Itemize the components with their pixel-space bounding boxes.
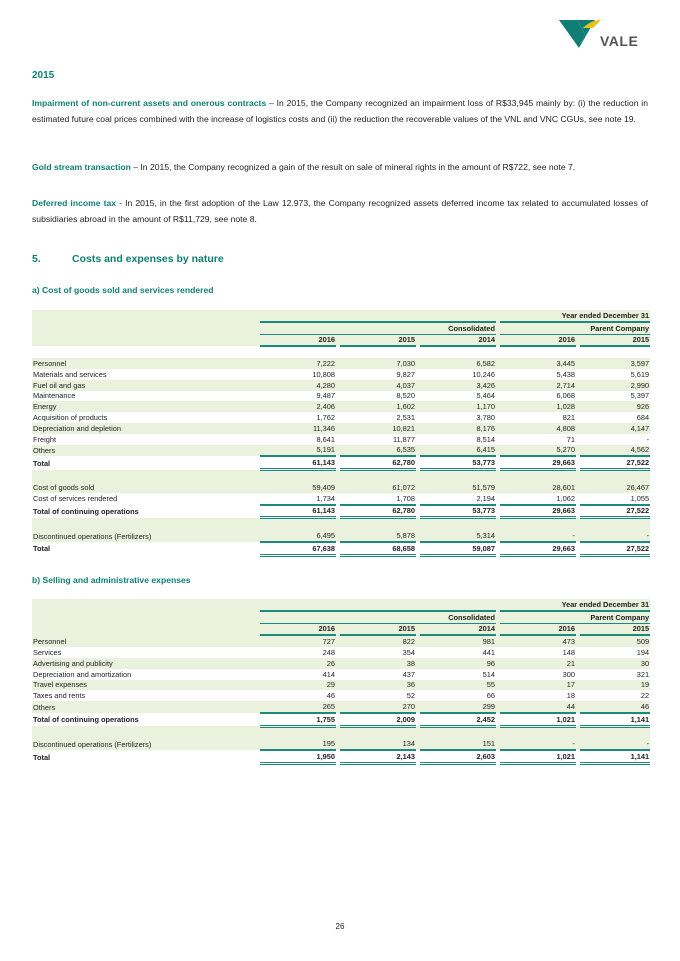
table-row: [32, 380, 650, 391]
table-row: [32, 713, 650, 726]
value-cell: 6,068: [556, 391, 575, 401]
value-cell: 30: [580, 658, 650, 669]
value-cell: 821: [562, 413, 575, 423]
row-label: Total: [33, 752, 51, 762]
spacer-row: [32, 518, 650, 530]
section-title: Costs and expenses by nature: [72, 253, 224, 265]
value-cell: 2,406: [260, 401, 336, 412]
value-cell: 38: [340, 658, 416, 669]
value-cell: 59,409: [260, 482, 336, 493]
row-label: Cost of goods sold: [32, 482, 260, 493]
value-cell: 148: [562, 648, 575, 658]
value-cell: 11,346: [260, 423, 336, 434]
value-cell: 27,522: [580, 505, 650, 518]
table-row: [32, 445, 650, 457]
year-header: 2016: [500, 334, 576, 346]
value-cell: 46: [326, 691, 335, 701]
row-label: Advertising and publicity: [32, 658, 260, 669]
row-label: Others: [32, 445, 260, 457]
row-label: Total of continuing operations: [33, 715, 139, 725]
spacer-row: [32, 726, 650, 738]
value-cell: 822: [340, 635, 416, 647]
table-row: [32, 412, 650, 423]
table-row: [32, 493, 650, 505]
value-cell: -: [580, 530, 650, 542]
row-label: Freight: [33, 434, 57, 444]
paragraph-gold-stream: [32, 160, 648, 176]
value-cell: 1,762: [316, 413, 335, 423]
value-cell: 21: [500, 658, 576, 669]
value-cell: 61,072: [340, 482, 416, 493]
row-label: Maintenance: [33, 391, 76, 401]
year-header: 2016: [260, 623, 336, 635]
value-cell: 10,246: [472, 369, 495, 379]
value-cell: 2,714: [500, 380, 576, 391]
value-cell: 4,280: [260, 380, 336, 391]
table-row: [32, 542, 650, 555]
value-cell: -: [580, 739, 650, 751]
value-cell: 29,663: [500, 542, 576, 555]
table-row: [32, 647, 650, 658]
value-cell: 29: [260, 680, 336, 691]
table-row: [32, 391, 650, 402]
value-cell: 3,445: [500, 358, 576, 369]
value-cell: 321: [636, 669, 650, 679]
row-label: Depreciation and depletion: [32, 423, 260, 434]
value-cell: 67,638: [260, 542, 336, 555]
period-row: [32, 599, 650, 611]
page-number: 26: [335, 922, 345, 931]
value-cell: 299: [420, 701, 496, 713]
value-cell: 2,194: [420, 493, 496, 505]
value-cell: 5,878: [340, 530, 416, 542]
table-row: [32, 750, 650, 763]
blank: [32, 726, 650, 738]
row-label: Depreciation and amortization: [33, 669, 132, 679]
value-cell: 5,270: [500, 445, 576, 457]
selling-admin-table: [32, 599, 650, 765]
value-cell: 2,531: [396, 413, 415, 423]
row-label: Acquisition of products: [33, 413, 108, 423]
value-cell: 1,141: [580, 713, 650, 726]
row-label: Fuel oil and gas: [32, 380, 260, 391]
value-cell: 44: [500, 701, 576, 713]
group-parent-company: Parent Company: [500, 611, 650, 623]
separator: -: [116, 198, 126, 208]
value-cell: 8,641: [316, 434, 335, 444]
blank: [32, 322, 260, 334]
value-cell: 3,426: [420, 380, 496, 391]
separator: –: [130, 162, 141, 172]
value-cell: 3,780: [476, 413, 495, 423]
blank: [32, 599, 260, 611]
value-cell: 7,030: [340, 358, 416, 369]
paragraph-title: Impairment of non-current assets and onerous contracts: [32, 98, 267, 108]
table-b-subtitle: b) Selling and administrative expenses: [32, 575, 191, 585]
blank: [32, 310, 260, 322]
value-cell: 46: [580, 701, 650, 713]
value-cell: 473: [500, 635, 576, 647]
value-cell: 7,222: [260, 358, 336, 369]
value-cell: 11,877: [392, 434, 415, 444]
year-header: 2014: [420, 334, 496, 346]
year-row: [32, 334, 650, 346]
row-label: Total of continuing operations: [33, 506, 139, 516]
group-consolidated: Consolidated: [260, 611, 496, 623]
value-cell: 61,143: [260, 505, 336, 518]
period-label: Year ended December 31: [260, 310, 650, 322]
group-row: [32, 322, 650, 334]
row-label: Discontinued operations (Fertilizers): [32, 739, 260, 751]
blank: [32, 470, 650, 482]
value-cell: 1,021: [500, 713, 576, 726]
value-cell: 2,143: [340, 750, 416, 763]
spacer-row: [32, 346, 650, 358]
group-row: [32, 611, 650, 623]
group-parent-company: Parent Company: [500, 322, 650, 334]
paragraph-title: Gold stream transaction: [32, 162, 131, 172]
value-cell: 134: [340, 739, 416, 751]
paragraph-impairment: [32, 96, 648, 127]
year-header: 2016: [260, 334, 336, 346]
blank: [32, 623, 260, 635]
value-cell: 248: [322, 648, 335, 658]
value-cell: 5,464: [476, 391, 495, 401]
table-row: [32, 358, 650, 369]
value-cell: 2,990: [580, 380, 650, 391]
value-cell: 9,827: [396, 369, 415, 379]
value-cell: 514: [482, 669, 495, 679]
table-a-subtitle: a) Cost of goods sold and services rendered: [32, 285, 214, 295]
value-cell: 354: [402, 648, 415, 658]
paragraph-text: In 2015, the Company recognized a gain of the result on sale of mineral rights in the amount of R$722, see note 7.: [140, 162, 576, 172]
value-cell: 6,582: [420, 358, 496, 369]
value-cell: 926: [580, 401, 650, 412]
value-cell: 4,562: [580, 445, 650, 457]
value-cell: 29,663: [500, 456, 576, 469]
value-cell: 5,619: [630, 369, 650, 379]
year-header: 2014: [420, 623, 496, 635]
year-header: 2015: [580, 334, 650, 346]
value-cell: 195: [260, 739, 336, 751]
value-cell: 28,601: [500, 482, 576, 493]
value-cell: -: [646, 434, 650, 444]
value-cell: 8,176: [420, 423, 496, 434]
value-cell: 62,780: [340, 456, 416, 469]
logo-text: VALE: [600, 33, 639, 49]
table-row: [32, 401, 650, 412]
value-cell: 4,037: [340, 380, 416, 391]
table-row: [32, 739, 650, 751]
value-cell: 194: [636, 648, 650, 658]
value-cell: 17: [500, 680, 576, 691]
period-label: Year ended December 31: [260, 599, 650, 611]
year-header: 2015: [340, 623, 416, 635]
table-row: [32, 456, 650, 469]
spacer-row: [32, 470, 650, 482]
value-cell: 981: [420, 635, 496, 647]
table-row: [32, 635, 650, 647]
value-cell: 684: [636, 413, 650, 423]
value-cell: 71: [566, 434, 575, 444]
value-cell: 36: [340, 680, 416, 691]
value-cell: 9,487: [316, 391, 335, 401]
row-label: Total: [33, 544, 51, 554]
period-row: [32, 310, 650, 322]
value-cell: 2,009: [340, 713, 416, 726]
value-cell: 26,467: [580, 482, 650, 493]
value-cell: 151: [420, 739, 496, 751]
value-cell: 270: [340, 701, 416, 713]
value-cell: 3,597: [580, 358, 650, 369]
blank: [32, 611, 260, 623]
table-row: [32, 669, 650, 680]
value-cell: 4,147: [580, 423, 650, 434]
group-consolidated: Consolidated: [260, 322, 496, 334]
year-heading: 2015: [32, 70, 55, 81]
year-header: 2015: [340, 334, 416, 346]
year-header: 2015: [580, 623, 650, 635]
value-cell: 5,438: [556, 369, 575, 379]
value-cell: 59,087: [420, 542, 496, 555]
value-cell: 53,773: [420, 456, 496, 469]
value-cell: -: [500, 530, 576, 542]
value-cell: 55: [420, 680, 496, 691]
table-row: [32, 680, 650, 691]
value-cell: 6,495: [260, 530, 336, 542]
table-row: [32, 369, 650, 380]
value-cell: 1,734: [260, 493, 336, 505]
value-cell: 1,141: [580, 750, 650, 763]
row-label: Energy: [32, 401, 260, 412]
value-cell: 27,522: [580, 456, 650, 469]
value-cell: 27,522: [580, 542, 650, 555]
value-cell: 2,603: [420, 750, 496, 763]
table-row: [32, 690, 650, 701]
paragraph-title: Deferred income tax: [32, 198, 117, 208]
paragraph-deferred-tax: [32, 196, 648, 227]
value-cell: 26: [260, 658, 336, 669]
value-cell: 5,397: [630, 391, 650, 401]
paragraph-text: In 2015, in the first adoption of the Law 12.973, the Company recognized assets deferred income tax related to accumulated losses of subsidiaries abroad in the amount of R$11,729, see note 8.: [32, 198, 648, 224]
table-row: [32, 434, 650, 445]
row-label: Materials and services: [33, 369, 107, 379]
value-cell: 1,062: [500, 493, 576, 505]
cost-of-goods-table: [32, 310, 650, 557]
blank: [32, 334, 260, 346]
separator: –: [266, 98, 277, 108]
blank: [32, 518, 650, 530]
value-cell: 1,028: [500, 401, 576, 412]
row-label: Cost of services rendered: [33, 494, 118, 504]
value-cell: 509: [580, 635, 650, 647]
value-cell: 68,658: [340, 542, 416, 555]
value-cell: 61,143: [260, 456, 336, 469]
value-cell: 441: [482, 648, 495, 658]
section-number: 5.: [32, 253, 41, 265]
value-cell: 8,514: [476, 434, 495, 444]
table-row: [32, 505, 650, 518]
value-cell: 5,314: [420, 530, 496, 542]
row-label: Discontinued operations (Fertilizers): [32, 530, 260, 542]
table-row: [32, 658, 650, 669]
value-cell: 1,602: [340, 401, 416, 412]
value-cell: -: [500, 739, 576, 751]
value-cell: 52: [406, 691, 415, 701]
value-cell: 727: [260, 635, 336, 647]
value-cell: 10,821: [340, 423, 416, 434]
value-cell: 1,055: [580, 493, 650, 505]
table-row: [32, 530, 650, 542]
row-label: Personnel: [32, 635, 260, 647]
value-cell: 1,755: [260, 713, 336, 726]
blank: [32, 346, 650, 358]
value-cell: 6,415: [420, 445, 496, 457]
value-cell: 1,021: [500, 750, 576, 763]
table-row: [32, 423, 650, 434]
value-cell: 8,520: [396, 391, 415, 401]
value-cell: 96: [420, 658, 496, 669]
value-cell: 62,780: [340, 505, 416, 518]
value-cell: 5,191: [260, 445, 336, 457]
row-label: Total: [33, 458, 51, 468]
value-cell: 1,170: [420, 401, 496, 412]
section-heading: [32, 253, 224, 265]
value-cell: 18: [566, 691, 575, 701]
value-cell: 6,535: [340, 445, 416, 457]
year-row: [32, 623, 650, 635]
value-cell: 2,452: [420, 713, 496, 726]
year-header: 2016: [500, 623, 576, 635]
value-cell: 10,808: [312, 369, 335, 379]
value-cell: 414: [322, 669, 335, 679]
value-cell: 29,663: [500, 505, 576, 518]
value-cell: 1,708: [340, 493, 416, 505]
value-cell: 66: [486, 691, 495, 701]
paragraph-text: In 2015, the Company recognized an impairment loss of R$33,945 mainly by: (i) the reduction in estimated future coal prices combined with the increase of logistics costs and (ii) the reduction the recoverable values of the VNL and VNC CGUs, see note 19.: [32, 98, 648, 124]
table-row: [32, 482, 650, 493]
value-cell: 437: [402, 669, 415, 679]
value-cell: 19: [580, 680, 650, 691]
value-cell: 53,773: [420, 505, 496, 518]
value-cell: 4,808: [500, 423, 576, 434]
value-cell: 1,950: [260, 750, 336, 763]
value-cell: 22: [640, 691, 650, 701]
row-label: Services: [33, 648, 62, 658]
row-label: Others: [32, 701, 260, 713]
row-label: Personnel: [32, 358, 260, 369]
row-label: Taxes and rents: [33, 691, 86, 701]
row-label: Travel expenses: [32, 680, 260, 691]
value-cell: 51,579: [420, 482, 496, 493]
table-row: [32, 701, 650, 713]
value-cell: 300: [562, 669, 575, 679]
value-cell: 265: [260, 701, 336, 713]
